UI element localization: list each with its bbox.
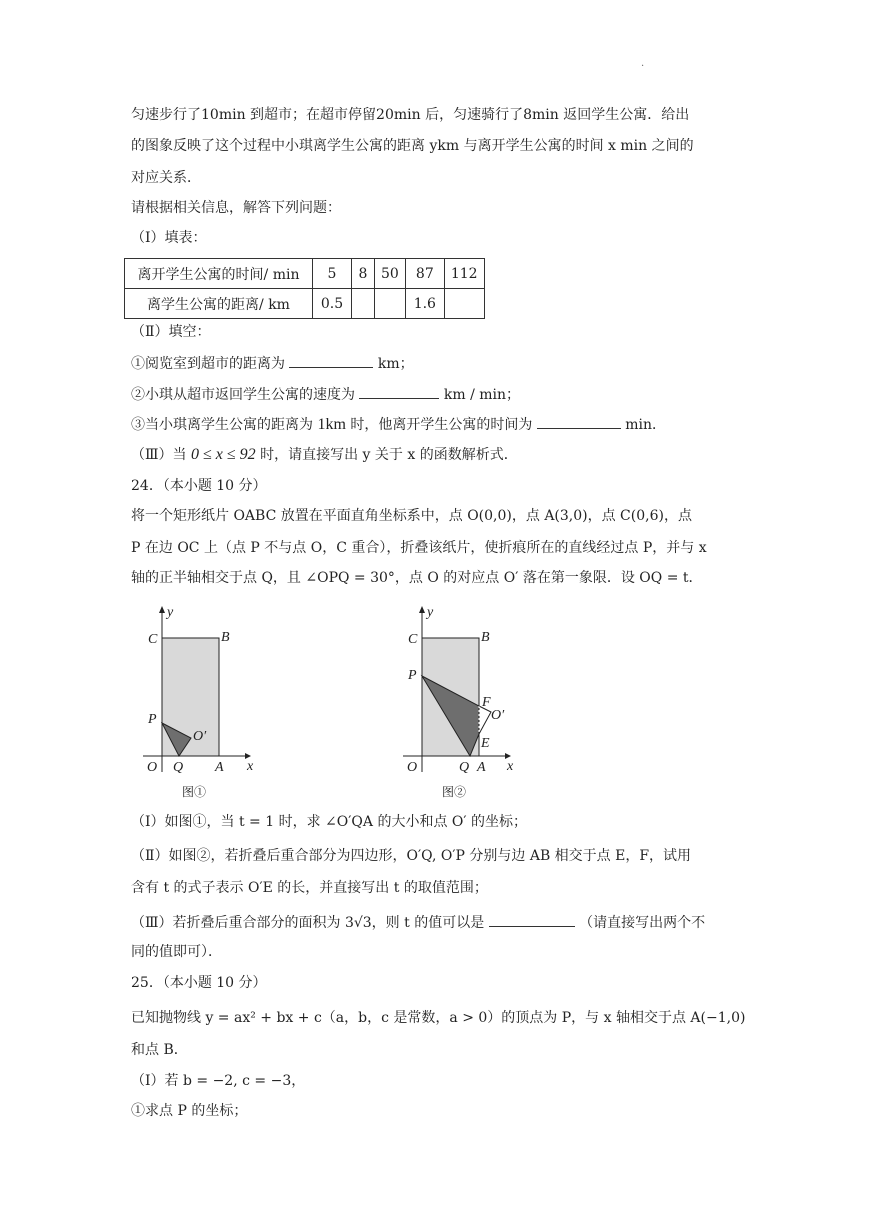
question-text: 时，请直接写出 y 关于 x 的函数解析式．	[260, 447, 518, 463]
label-E: E	[481, 736, 490, 751]
question-text: （Ⅲ）若折叠后重合部分的面积为 3√3，则 t 的值可以是	[131, 915, 485, 931]
question-text: （请直接写出两个不	[579, 915, 706, 931]
figure-2-caption: 图②	[442, 785, 467, 799]
answer-blank[interactable]	[359, 384, 439, 399]
label-P: P	[408, 668, 417, 683]
fill-blank-line	[131, 912, 705, 933]
label-x: x	[507, 759, 514, 774]
table-cell: 112	[444, 259, 484, 289]
text-line: 轴的正半轴相交于点 Q，且 ∠OPQ = 30°，点 O 的对应点 O′ 落在第一象限．设 OQ = t．	[131, 570, 703, 586]
text-line: 匀速步行了10min 到超市；在超市停留20min 后，匀速骑行了8min 返回学生公寓．给出	[131, 107, 690, 123]
text-line: 已知抛物线 y = ax² + bx + c（a，b，c 是常数，a > 0）的顶点为 P，与 x 轴相交于点 A(−1,0)	[131, 1010, 746, 1026]
table-cell	[444, 289, 484, 319]
label-y: y	[167, 605, 174, 620]
label-O: O	[407, 760, 418, 775]
text-line: 的图象反映了这个过程中小琪离学生公寓的距离 ykm 与离开学生公寓的时间 x min 之间的	[131, 138, 694, 154]
table-row	[125, 259, 485, 289]
figure-2	[395, 600, 520, 780]
fill-blank-line	[131, 353, 414, 374]
table-row-header: 离开学生公寓的时间/ min	[125, 259, 313, 289]
math-value: 1km	[317, 416, 346, 433]
fill-blank-line	[131, 384, 520, 405]
text-line: 同的值即可）．	[131, 944, 222, 960]
unit-text: km / min；	[443, 387, 521, 403]
unit-text: km；	[377, 356, 414, 372]
table-cell	[375, 289, 406, 319]
figure-1	[135, 600, 260, 780]
table-cell: 87	[405, 259, 444, 289]
y-axis-arrow	[159, 606, 165, 613]
label-x: x	[247, 759, 254, 774]
text-line: 对应关系．	[131, 170, 201, 186]
question-text: （Ⅲ）当	[131, 447, 187, 463]
label-A: A	[215, 760, 224, 775]
table-cell: 0.5	[313, 289, 352, 319]
table-row-header: 离学生公寓的距离/ km	[125, 289, 313, 319]
text-line: P 在边 OC 上（点 P 不与点 O，C 重合），折叠该纸片，使折痕所在的直线经过点 P，并与 x	[131, 540, 707, 556]
label-Q: Q	[173, 760, 184, 775]
problem-heading: 24．（本小题 10 分）	[131, 478, 267, 494]
label-y: y	[427, 605, 434, 620]
section-label: （Ⅰ）填表：	[131, 230, 207, 246]
label-Q: Q	[459, 760, 470, 775]
text-line: ①求点 P 的坐标；	[131, 1103, 248, 1119]
math-expression: 0 ≤ x ≤ 92	[190, 446, 256, 463]
table-cell: 8	[352, 259, 375, 289]
text-line: 请根据相关信息，解答下列问题：	[131, 200, 341, 216]
label-O-prime: O′	[491, 708, 505, 723]
label-B: B	[481, 630, 490, 645]
label-F: F	[482, 695, 491, 710]
table-cell: 50	[375, 259, 406, 289]
label-O: O	[147, 760, 158, 775]
folded-edges-outside	[479, 706, 491, 734]
section-label: （Ⅱ）填空：	[131, 324, 211, 340]
table-cell: 5	[313, 259, 352, 289]
question-text: 时，他离开学生公寓的时间为	[350, 417, 533, 433]
fill-blank-line	[131, 414, 666, 435]
question-text: ②小琪从超市返回学生公寓的速度为	[131, 387, 355, 403]
answer-blank[interactable]	[289, 353, 373, 368]
label-C: C	[408, 632, 418, 647]
text-line: （Ⅰ）若 b = −2, c = −3，	[131, 1073, 306, 1089]
page-mark: .	[641, 58, 645, 69]
table-cell: 1.6	[405, 289, 444, 319]
label-B: B	[221, 630, 230, 645]
text-line	[131, 445, 518, 465]
data-table	[124, 258, 485, 319]
question-text: ①阅览室到超市的距离为	[131, 356, 285, 372]
label-C: C	[148, 632, 158, 647]
text-line: 将一个矩形纸片 OABC 放置在平面直角坐标系中，点 O(0,0)，点 A(3,0)，点 C(0,6)，点	[131, 508, 692, 524]
table-cell	[352, 289, 375, 319]
y-axis-arrow	[419, 606, 425, 613]
table-row	[125, 289, 485, 319]
text-line: （Ⅰ）如图①，当 t = 1 时，求 ∠O′QA 的大小和点 O′ 的坐标；	[131, 814, 528, 830]
problem-heading: 25．（本小题 10 分）	[131, 975, 267, 991]
text-line: （Ⅱ）如图②，若折叠后重合部分为四边形，O′Q, O′P 分别与边 AB 相交于点 E，F，试用	[131, 848, 692, 864]
figure-1-caption: 图①	[182, 785, 207, 799]
question-text: ③当小琪离学生公寓的距离为	[131, 417, 313, 433]
text-line: 含有 t 的式子表示 O′E 的长，并直接写出 t 的取值范围；	[131, 880, 488, 896]
answer-blank[interactable]	[489, 912, 575, 927]
label-P: P	[148, 712, 157, 727]
text-line: 和点 B．	[131, 1042, 188, 1058]
label-A: A	[477, 760, 486, 775]
unit-text: min．	[625, 417, 667, 433]
label-O-prime: O′	[193, 729, 207, 744]
answer-blank[interactable]	[537, 414, 621, 429]
